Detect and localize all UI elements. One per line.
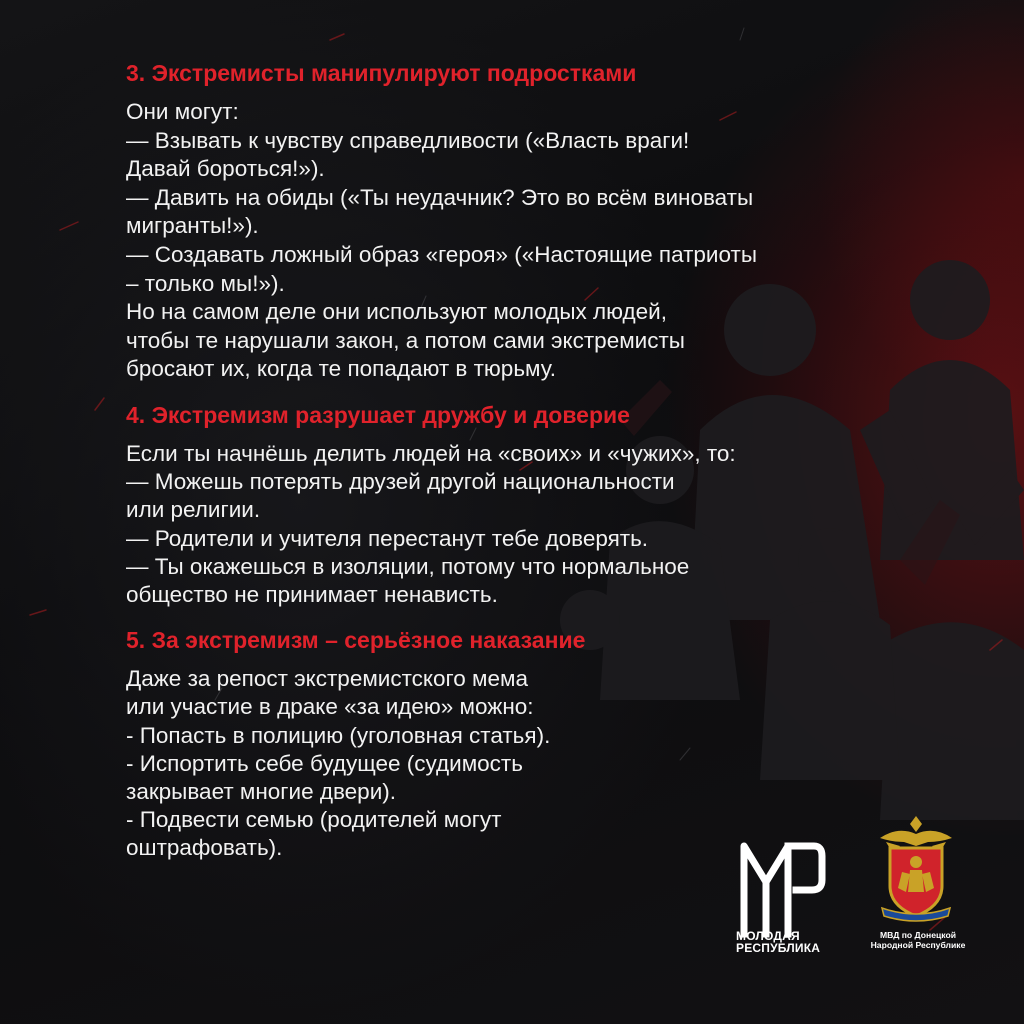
section-heading: 3. Экстремисты манипулируют подростками [126,60,637,86]
logo-name-line: МОЛОДАЯ [736,929,800,943]
section-gap [126,609,966,625]
text-line: или религии. [126,497,261,523]
text-line: — Ты окажешься в изоляции, потому что нормальное [126,553,690,579]
logos [730,812,1000,962]
text-line: Давай бороться!»). [126,156,325,182]
text-line: бросают их, когда те попадают в тюрьму. [126,356,557,382]
mvd-emblem-icon [870,812,962,924]
text-line: Даже за репост экстремистского мема [126,666,528,692]
section-heading: 4. Экстремизм разрушает дружбу и доверие [126,401,630,428]
text-line: — Взывать к чувству справедливости («Власть враги! [126,127,690,153]
text-line: чтобы те нарушали закон, а потом сами экстремисты [126,327,685,353]
text-line: Но на самом деле они используют молодых людей, [126,299,667,325]
text-line: - Испортить себе будущее (судимость [126,750,523,776]
text-line: мигранты!»). [126,213,259,239]
logo-name-line: Народной Республике [870,940,966,950]
text-line: общество не принимает ненависть. [126,581,498,607]
text-line: — Создавать ложный образ «героя» («Настоящие патриоты [126,241,757,267]
text-line: закрывает многие двери). [126,778,397,804]
text-line: или участие в драке «за идею» можно: [126,694,534,720]
section-gap [126,384,966,400]
mvd-logo-text [858,930,978,950]
text-line: Они могут: [126,99,239,124]
text-line: – только мы!»). [126,270,285,296]
text-line: оштрафовать). [126,835,283,861]
text-line: Если ты начнёшь делить людей на «своих» и «чужих», то: [126,440,736,466]
section-manipulation [126,58,966,384]
section-friendship [126,400,966,609]
molodaya-respublika-logo-text [736,930,846,954]
main-text [126,58,966,863]
logo-name-line: МВД по Донецкой [879,930,957,940]
logo-name-line: РЕСПУБЛИКА [736,941,821,955]
text-line: - Подвести семью (родителей могут [126,807,502,833]
section-heading: 5. За экстремизм – серьёзное наказание [126,627,586,654]
mr-mark-text: МР [781,914,783,915]
text-line: — Давить на обиды («Ты неудачник? Это во всём виноваты [126,184,754,210]
text-line: — Родители и учителя перестанут тебе доверять. [126,525,649,551]
text-line: — Можешь потерять друзей другой национальности [126,469,675,495]
text-line: - Попасть в полицию (уголовная статья). [126,722,551,748]
